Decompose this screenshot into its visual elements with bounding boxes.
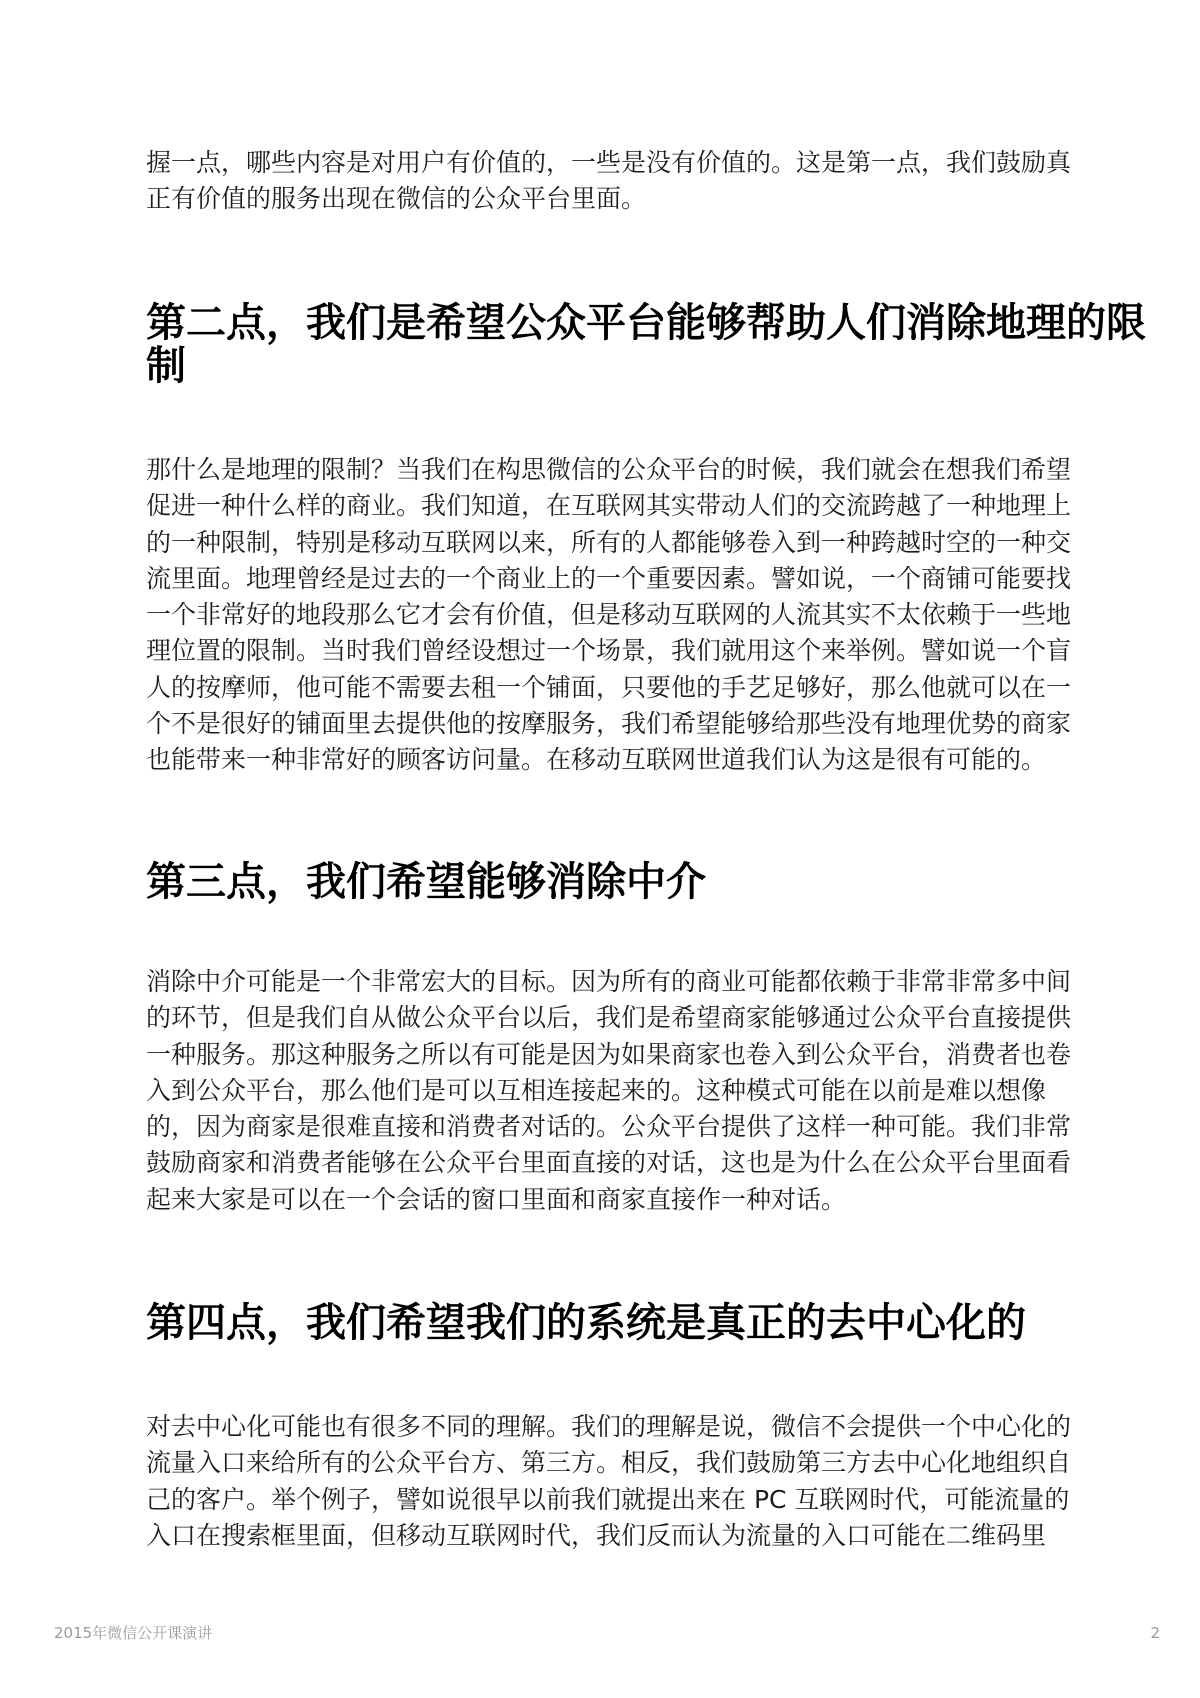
text-line: 鼓励商家和消费者能够在公众平台里面直接的对话，这也是为什么在公众平台里面看 <box>146 1148 1072 1178</box>
footer-document-title: 2015年微信公开课演讲 <box>54 1624 213 1642</box>
text-line: 的，因为商家是很难直接和消费者对话的。公众平台提供了这样一种可能。我们非常 <box>146 1112 1072 1142</box>
heading-line: 第三点，我们希望能够消除中介 <box>146 859 706 905</box>
text-line: 入到公众平台，那么他们是可以互相连接起来的。这种模式可能在以前是难以想像 <box>146 1075 1047 1105</box>
text-line: 正有价值的服务出现在微信的公众平台里面。 <box>146 184 647 214</box>
text-line: 起来大家是可以在一个会话的窗口里面和商家直接作一种对话。 <box>146 1184 847 1214</box>
text-line: 一种服务。那这种服务之所以有可能是因为如果商家也卷入到公众平台，消费者也卷 <box>146 1039 1072 1069</box>
paragraph-intro-continued <box>146 145 1072 218</box>
text-line: 流里面。地理曾经是过去的一个商业上的一个重要因素。譬如说，一个商铺可能要找 <box>146 563 1072 593</box>
paragraph-point-three <box>146 964 1072 1218</box>
footer-page-number: 2 <box>1150 1624 1160 1642</box>
text-line: 个不是很好的铺面里去提供他的按摩服务，我们希望能够给那些没有地理优势的商家 <box>146 709 1072 739</box>
text-line: 对去中心化可能也有很多不同的理解。我们的理解是说，微信不会提供一个中心化的 <box>146 1412 1072 1441</box>
heading-point-three <box>146 861 1049 904</box>
text-line: 一个非常好的地段那么它才会有价值，但是移动互联网的人流其实不太依赖于一些地 <box>146 600 1072 630</box>
text-line: 也能带来一种非常好的顾客访问量。在移动互联网世道我们认为这是很有可能的。 <box>146 745 1047 775</box>
heading-point-two <box>146 300 1146 389</box>
text-line: 人的按摩师，他可能不需要去租一个铺面，只要他的手艺足够好，那么他就可以在一 <box>146 672 1072 702</box>
text-line: 握一点，哪些内容是对用户有价值的，一些是没有价值的。这是第一点，我们鼓励真 <box>146 148 1072 177</box>
text-line: 消除中介可能是一个非常宏大的目标。因为所有的商业可能都依赖于非常非常多中间 <box>146 967 1072 996</box>
text-line: 促进一种什么样的商业。我们知道，在互联网其实带动人们的交流跨越了一种地理上 <box>146 491 1072 521</box>
heading-line: 第四点，我们希望我们的系统是真正的去中心化的 <box>146 1300 1026 1346</box>
heading-line: 第二点，我们是希望公众平台能够帮助人们消除地理的限 <box>146 300 1146 346</box>
text-line: 流量入口来给所有的公众平台方、第三方。相反，我们鼓励第三方去中心化地组织自 <box>146 1448 1072 1478</box>
text-line: 的环节，但是我们自从做公众平台以后，我们是希望商家能够通过公众平台直接提供 <box>146 1003 1072 1033</box>
paragraph-point-two <box>146 452 1072 779</box>
text-line: 那什么是地理的限制？当我们在构思微信的公众平台的时候，我们就会在想我们希望 <box>146 455 1072 484</box>
heading-line: 制 <box>146 343 186 389</box>
heading-point-four <box>146 1302 1049 1345</box>
text-line: 己的客户。举个例子，譬如说很早以前我们就提出来在 PC 互联网时代，可能流量的 <box>146 1484 1070 1514</box>
paragraph-point-four <box>146 1409 1072 1554</box>
text-line: 理位置的限制。当时我们曾经设想过一个场景，我们就用这个来举例。譬如说一个盲 <box>146 636 1072 666</box>
text-line: 的一种限制，特别是移动互联网以来，所有的人都能够卷入到一种跨越时空的一种交 <box>146 527 1072 557</box>
text-line: 入口在搜索框里面，但移动互联网时代，我们反而认为流量的入口可能在二维码里 <box>146 1520 1047 1550</box>
